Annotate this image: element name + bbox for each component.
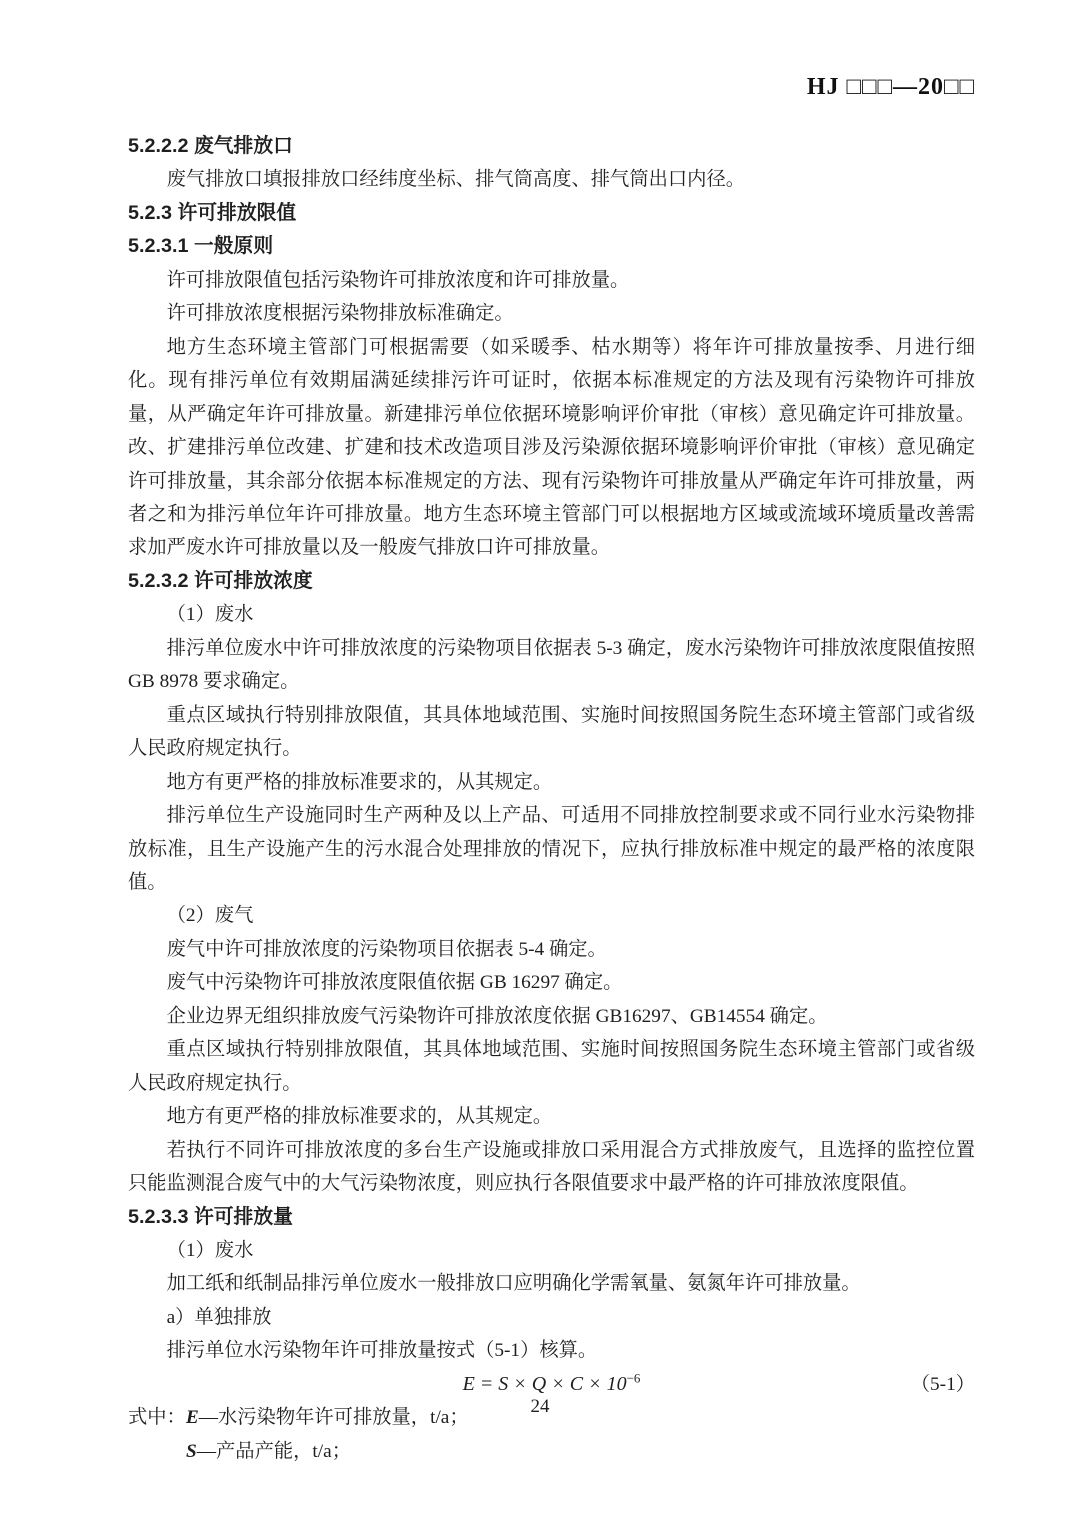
section-heading: 5.2.2.2 废气排放口 <box>128 135 293 157</box>
paragraph: 地方有更严格的排放标准要求的，从其规定。 <box>166 1106 553 1128</box>
definition-text: —水污染物年许可排放量，t/a； <box>198 1407 469 1429</box>
paragraph: 加工纸和纸制品排污单位废水一般排放口应明确化学需氧量、氨氮年许可排放量。 <box>166 1273 861 1295</box>
paragraph: 废气中污染物许可排放浓度限值依据 GB 16297 确定。 <box>166 972 623 994</box>
paragraph: 排污单位废水中许可排放浓度的污染物项目依据表 5-3 确定，废水污染物许可排放浓度限值按照 GB 8978 要求确定。 <box>128 637 975 693</box>
paragraph: 地方生态环境主管部门可根据需要（如采暖季、枯水期等）将年许可排放量按季、月进行细化。现有排污单位有效期届满延续排污许可证时，依据本标准规定的方法及现有污染物许可排放量，从严确定年许可排放量。新建排污单位依据环境影响评价审批（审核）意见确定许可排放量。改、扩建排污单位改建、扩建和技术改造项目涉及污染源依据环境影响评价审批（审核）意见确定许可排放量，其余部分依据本标准规定的方法、现有污染物许可排放量从严确定年许可排放量，两者之和为排污单位年许可排放量。地方生态环境主管部门可以根据地方区域或流域环境质量改善需求加严废水许可排放量以及一般废气排放口许可排放量。 <box>128 336 975 559</box>
paragraph: 重点区域执行特别排放限值，其具体地域范围、实施时间按照国务院生态环境主管部门或省级人民政府规定执行。 <box>128 704 975 760</box>
standard-number-header: HJ □□□—20□□ <box>806 74 975 100</box>
section-heading: 5.2.3.1 一般原则 <box>128 235 274 258</box>
definition-line-S <box>128 1435 975 1468</box>
section-heading: 5.2.3.2 许可排放浓度 <box>128 569 313 592</box>
paragraph: 许可排放浓度根据污染物排放标准确定。 <box>166 303 514 325</box>
paragraph: 企业边界无组织排放废气污染物许可排放浓度依据 GB16297、GB14554 确定。 <box>166 1005 828 1027</box>
paragraph: （1）废水 <box>166 604 254 626</box>
paragraph: 许可排放限值包括污染物许可排放浓度和许可排放量。 <box>166 269 630 291</box>
paragraph: 废气排放口填报排放口经纬度坐标、排气筒高度、排气筒出口内径。 <box>166 169 746 191</box>
symbol-S: S <box>186 1440 197 1462</box>
paragraph: （2）废气 <box>166 905 254 927</box>
formula-number-label: （5-1） <box>910 1373 975 1395</box>
definition-text: —产品产能，t/a； <box>196 1440 351 1462</box>
paragraph: 废气中许可排放浓度的污染物项目依据表 5-4 确定。 <box>166 938 607 960</box>
formula-exponent: −6 <box>626 1370 641 1386</box>
section-heading: 5.2.3.3 许可排放量 <box>128 1205 293 1228</box>
definition-prefix: 式中： <box>128 1407 186 1429</box>
page-number: 24 <box>530 1396 550 1417</box>
paragraph: 排污单位生产设施同时生产两种及以上产品、可适用不同排放控制要求或不同行业水污染物排放标准，且生产设施产生的污水混合处理排放的情况下，应执行排放标准中规定的最严格的浓度限值。 <box>128 805 975 893</box>
paragraph: a）单独排放 <box>166 1306 272 1328</box>
paragraph: 地方有更严格的排放标准要求的，从其规定。 <box>166 771 553 793</box>
symbol-E: E <box>185 1407 199 1429</box>
paragraph-list <box>128 130 975 1368</box>
document-body <box>128 130 975 1468</box>
paragraph: 重点区域执行特别排放限值，其具体地域范围、实施时间按照国务院生态环境主管部门或省级人民政府规定执行。 <box>128 1039 975 1094</box>
section-heading: 5.2.3 许可排放限值 <box>128 201 297 224</box>
formula-times-base: × 10 <box>583 1372 627 1395</box>
paragraph: 排污单位水污染物年许可排放量按式（5-1）核算。 <box>166 1340 598 1362</box>
paragraph: 若执行不同许可排放浓度的多台生产设施或排放口采用混合方式排放废气，且选择的监控位置只能监测混合废气中的大气污染物浓度，则应执行各限值要求中最严格的许可排放浓度限值。 <box>128 1139 975 1195</box>
formula-expression: E = S × Q × C <box>462 1372 584 1395</box>
paragraph: （1）废水 <box>166 1239 254 1261</box>
